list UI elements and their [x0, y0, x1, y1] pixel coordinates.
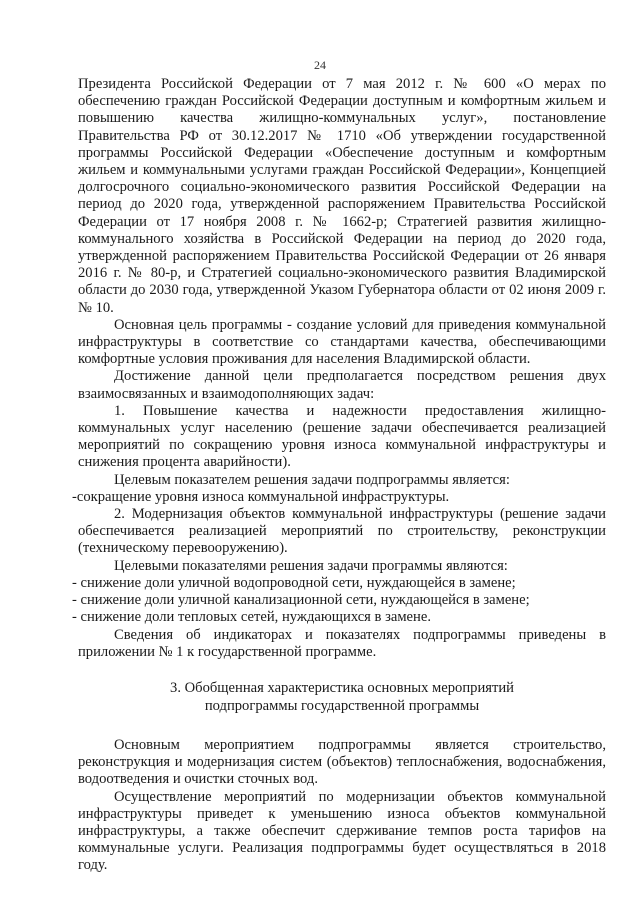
list-item: - снижение доли тепловых сетей, нуждающихся в замене.: [72, 609, 431, 626]
task-item: 2. Модернизация объектов коммунальной инфраструктуры (решение задачи обеспечивается реализацией мероприятий по строительству, реконструкции (техническому перевооружению).: [78, 506, 606, 557]
section-heading-line: 3. Обобщенная характеристика основных мероприятий: [170, 679, 514, 696]
paragraph: Президента Российской Федерации от 7 мая 2012 г. № 600 «О мерах по обеспечению граждан Российской Федерации доступным и комфортным жильем и повышению качества жилищно-коммунальных услуг», постановление Правительства РФ от 30.12.2017 № 1710 «Об утверждении государственной программы Российской Федерации «Обеспечение доступным и комфортным жильем и коммунальными услугами граждан Российской Федерации», Концепцией долгосрочного социально-экономического развития Российской Федерации на период до 2020 года, утвержденной распоряжением Правительства Российской Федерации от 17 ноября 2008 г. № 1662-р; Стратегией развития жилищно-коммунального хозяйства в Российской Федерации на период до 2020 года, утвержденной распоряжением Правительства Российской Федерации от 26 января 2016 г. № 80-р, и Стратегией социально-экономического развития Владимирской области до 2030 года, утвержденной Указом Губернатора области от 02 июня 2009 г. № 10.: [78, 76, 606, 316]
section-heading: [78, 679, 606, 715]
section-heading-line: подпрограммы государственной программы: [204, 697, 480, 714]
paragraph: Сведения об индикаторах и показателях подпрограммы приведены в приложении № 1 к государственной программе.: [78, 626, 606, 660]
paragraph: Целевым показателем решения задачи подпрограммы является:: [114, 471, 510, 488]
paragraph: Основная цель программы - создание условий для приведения коммунальной инфраструктуры в соответствие со стандартами качества, обеспечивающими комфортные условия проживания для населения Владимирской области.: [78, 316, 606, 368]
list-item: - снижение доли уличной водопроводной сети, нуждающейся в замене;: [72, 574, 516, 591]
paragraph: Осуществление мероприятий по модернизации объектов коммунальной инфраструктуры приведет к уменьшению износа объектов коммунальной инфраструктуры, а также обеспечит сдерживание темпов роста тарифов на коммунальные услуги. Реализация подпрограммы будет осуществляться в 2018 году.: [78, 788, 606, 874]
paragraph: Основным мероприятием подпрограммы является строительство, реконструкция и модернизация систем (объектов) теплоснабжения, водоснабжения, водоотведения и очистки сточных вод.: [78, 736, 606, 788]
paragraph: Достижение данной цели предполагается посредством решения двух взаимосвязанных и взаимодополняющих задач:: [78, 368, 606, 402]
task-item: 1. Повышение качества и надежности предоставления жилищно-коммунальных услуг населению (решение задачи обеспечивается реализацией мероприятий по сокращению уровня износа коммунальной инфраструктуры и снижения процента аварийности).: [78, 402, 606, 471]
document-body: [72, 76, 606, 875]
page-number: 24: [314, 58, 326, 72]
list-item: - снижение доли уличной канализационной сети, нуждающейся в замене;: [72, 592, 530, 609]
list-item: -сокращение уровня износа коммунальной инфраструктуры.: [72, 488, 450, 505]
paragraph: Целевыми показателями решения задачи программы являются:: [114, 557, 508, 574]
